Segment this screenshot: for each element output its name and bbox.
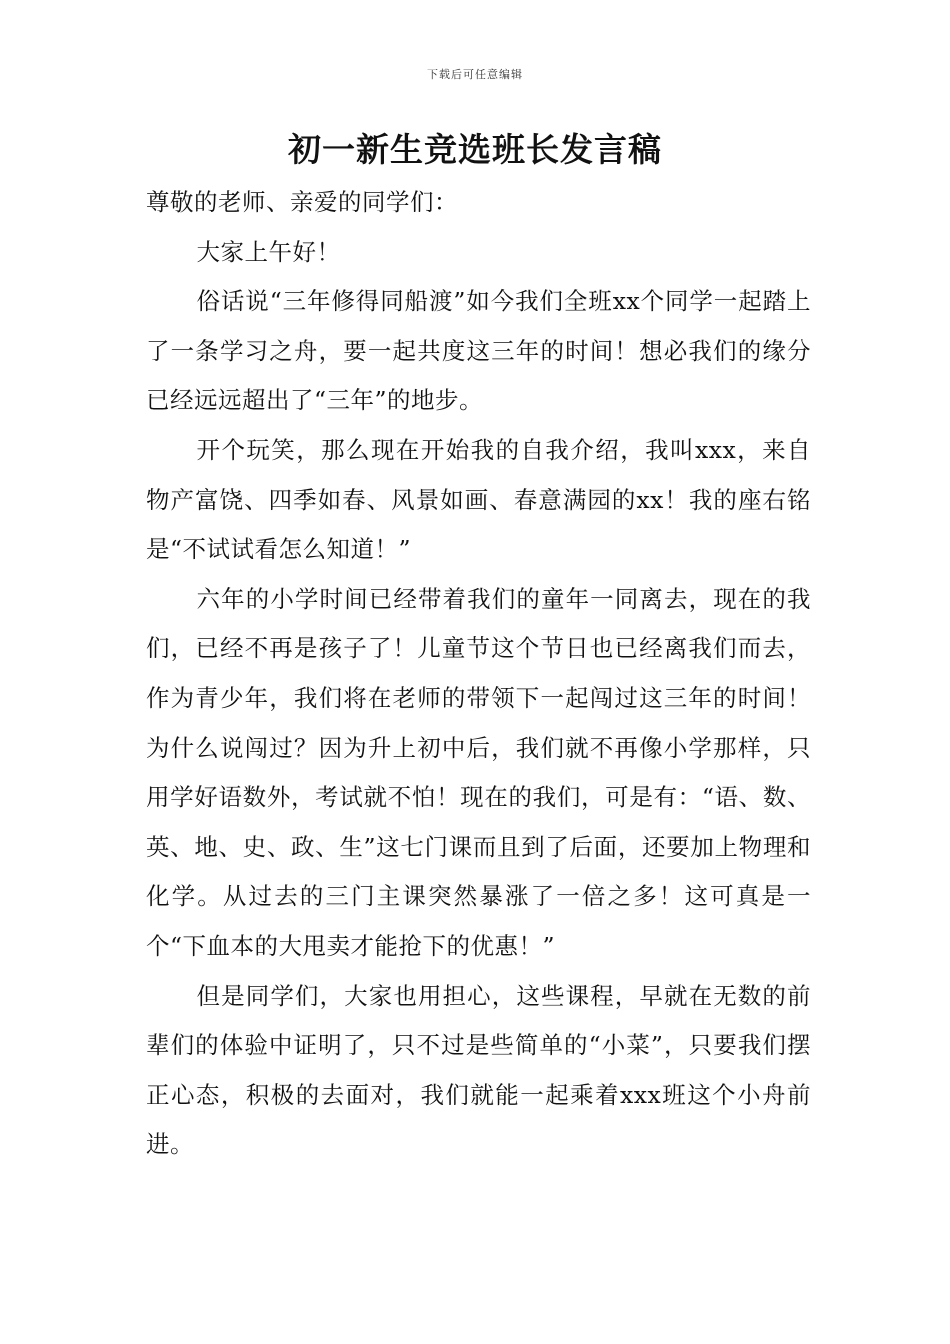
document-body — [146, 178, 811, 1170]
paragraph-middle-school: 六年的小学时间已经带着我们的童年一同离去，现在的我们，已经不再是孩子了！儿童节这个节日也已经离我们而去，作为青少年，我们将在老师的带领下一起闯过这三年的时间！为什么说闯过？因为升上初中后，我们就不再像小学那样，只用学好语数外，考试就不怕！现在的我们，可是有：“语、数、英、地、史、政、生”这七门课而且到了后面，还要加上物理和化学。从过去的三门主课突然暴涨了一倍之多！这可真是一个“下血本的大甩卖才能抢下的优惠！” — [146, 584, 811, 960]
document-title: 初一新生竞选班长发言稿 — [288, 130, 662, 169]
header-note: 下载后可任意编辑 — [427, 68, 523, 81]
paragraph-self-introduction: 开个玩笑，那么现在开始我的自我介绍，我叫xxx，来自物产富饶、四季如春、风景如画、春意满园的xx！我的座右铭是“不试试看怎么知道！” — [146, 435, 811, 564]
paragraph-encouragement: 但是同学们，大家也用担心，这些课程，早就在无数的前辈们的体验中证明了，只不过是些简单的“小菜”，只要我们摆正心态，积极的去面对，我们就能一起乘着xxx班这个小舟前进。 — [146, 981, 811, 1159]
salutation: 尊敬的老师、亲爱的同学们： — [146, 188, 458, 216]
paragraph-proverb: 俗话说“三年修得同船渡”如今我们全班xx个同学一起踏上了一条学习之舟，要一起共度这三年的时间！想必我们的缘分已经远远超出了“三年”的地步。 — [146, 287, 811, 415]
paragraph-greeting: 大家上午好！ — [196, 237, 341, 266]
